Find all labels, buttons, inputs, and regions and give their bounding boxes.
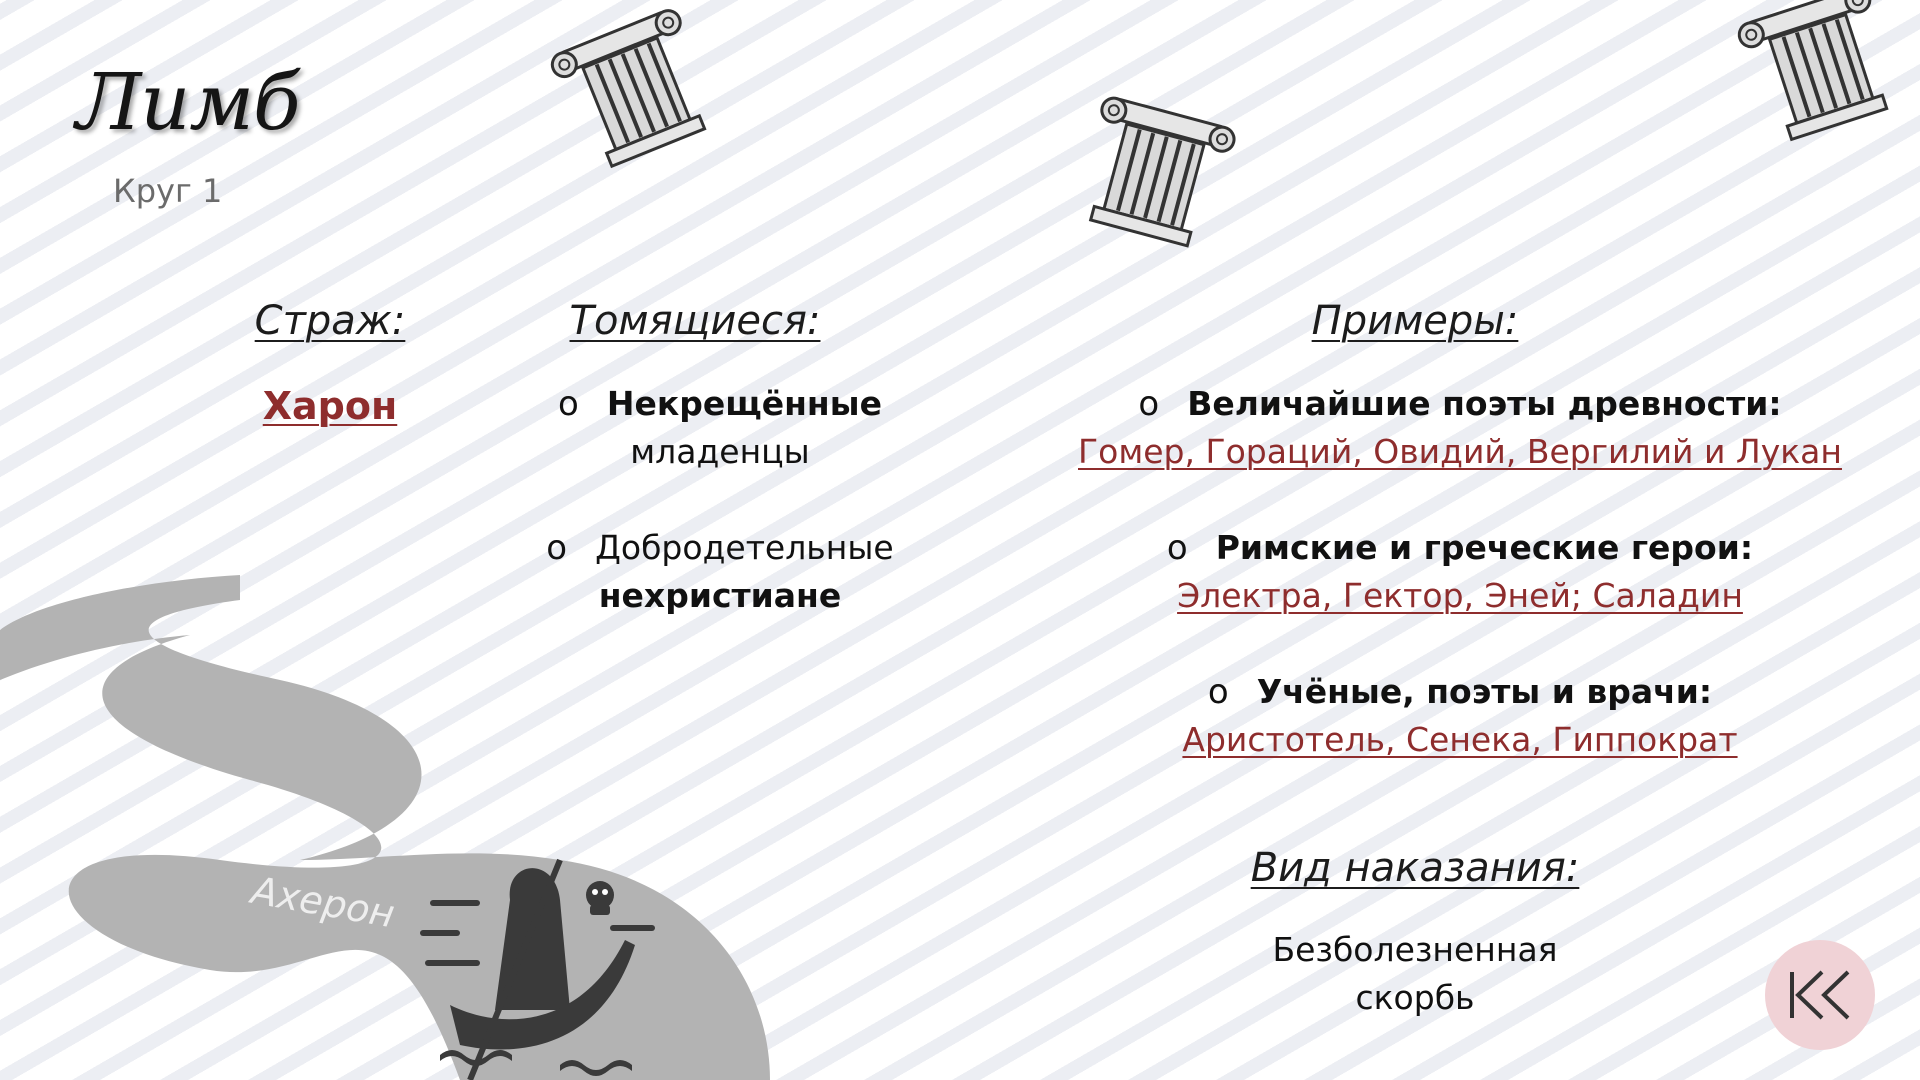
slide-subtitle: Круг 1 — [113, 172, 223, 210]
bullet-glyph: o — [1138, 384, 1160, 424]
examples-heading: Примеры: — [1311, 298, 1519, 344]
bullet-glyph: o — [546, 528, 568, 568]
bullet-glyph: o — [558, 384, 579, 424]
bullet-glyph: o — [1207, 672, 1229, 712]
example-names-link[interactable]: Гомер, Гораций, Овидий, Вергилий и Лукан — [1078, 432, 1842, 471]
charon-boat-icon — [410, 840, 670, 1080]
example-names-link[interactable]: Аристотель, Сенека, Гиппократ — [1182, 720, 1738, 759]
guard-name-link[interactable]: Харон — [262, 384, 398, 428]
river-label: Ахерон — [248, 868, 398, 937]
list-item: o Учёные, поэты и врачи: Аристотель, Сенека, Гиппократ — [1182, 672, 1738, 759]
slide-title: Лимб — [76, 58, 300, 148]
bullet-glyph: o — [1166, 528, 1188, 568]
list-item: o Некрещённые младенцы — [558, 384, 882, 471]
punishment-text: Безболезненная скорбь — [1272, 930, 1558, 1017]
column-icon — [1720, 0, 1920, 170]
first-slide-button[interactable] — [1765, 940, 1875, 1050]
column-icon — [530, 0, 750, 180]
guard-heading: Страж: — [254, 298, 406, 344]
list-item: o Римские и греческие герои: Электра, Гектор, Эней; Саладин — [1166, 528, 1754, 615]
list-item: o Добродетельные нехристиане — [546, 528, 894, 615]
list-item: o Величайшие поэты древности: Гомер, Гораций, Овидий, Вергилий и Лукан — [1078, 384, 1842, 471]
example-names-link[interactable]: Электра, Гектор, Эней; Саладин — [1177, 576, 1743, 615]
column-icon — [1045, 78, 1265, 268]
punishment-heading: Вид наказания: — [1250, 845, 1580, 891]
first-slide-icon — [1788, 968, 1852, 1022]
sufferers-heading: Томящиеся: — [569, 298, 821, 344]
